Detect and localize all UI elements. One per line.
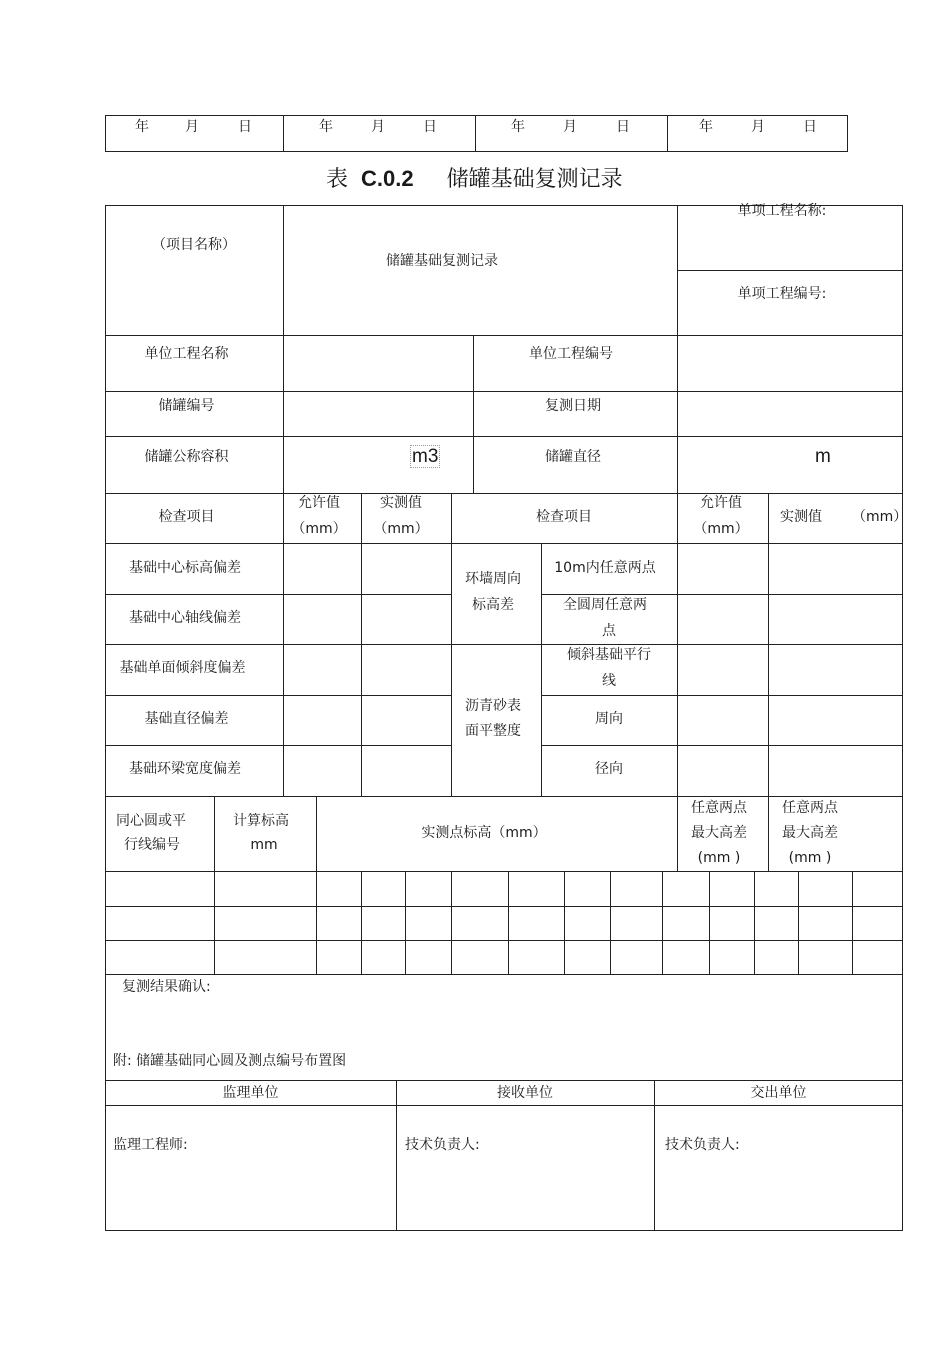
handover-unit-header: 交出单位 [750,1085,807,1101]
date-row [105,115,848,152]
max-diff-a-2: 最大高差 [691,825,747,841]
supervise-unit-header: 监理单位 [222,1085,279,1101]
max-diff-b: 任意两点 [782,800,838,816]
ring-sub-item: 10m内任意两点 [554,560,656,576]
date-divider [667,115,668,152]
project-name-label: （项目名称） [152,237,236,253]
allow-header: 允许值 [298,495,340,511]
unit-no-label: 单位工程编号 [529,346,613,362]
rule [852,871,853,974]
ring-sub-item-2: 点 [602,623,616,639]
measure-header: 实测值 [380,495,422,511]
title-prefix: 表 [326,167,349,192]
check-item-left: 基础环梁宽度偏差 [129,761,241,777]
asphalt-label-2: 面平整度 [465,723,521,739]
tank-no-label: 储罐编号 [158,398,215,414]
rule [662,871,663,974]
rule [677,270,903,271]
ring-sub-item: 全圆周任意两 [563,597,647,613]
rule [105,940,903,941]
max-diff-a-3: (mm ) [697,850,741,866]
asphalt-sub-item: 径向 [595,761,623,777]
rule [105,695,451,696]
check-item-header: 检查项目 [158,509,215,525]
rule [361,871,362,974]
capacity-unit-value: m3 [412,446,439,467]
asphalt-sub-item-2: 线 [602,673,616,689]
ring-wall-label: 环墙周向 [465,571,521,587]
allow-header-right: 允许值 [700,495,742,511]
check-item-left: 基础中心轴线偏差 [129,610,241,626]
rule [105,543,903,544]
supervising-engineer-label: 监理工程师: [113,1137,188,1153]
measure-header-right: 实测值 [780,509,822,525]
diameter-unit: m [815,446,831,467]
asphalt-sub-item: 倾斜基础平行 [567,647,651,663]
date-divider [283,115,284,152]
rule [451,871,452,974]
max-diff-a: 任意两点 [691,800,747,816]
date-month: 月 [751,119,765,135]
record-name: 储罐基础复测记录 [386,253,498,269]
rule [508,871,509,974]
calc-elev-label: 计算标高 [233,813,289,829]
max-diff-b-2: 最大高差 [782,825,838,841]
check-item-left: 基础中心标高偏差 [129,560,241,576]
rule [405,871,406,974]
rule [105,391,903,392]
asphalt-label: 沥青砂表 [465,698,521,714]
date-day: 日 [238,119,252,135]
check-item-header-right: 检查项目 [536,509,592,525]
date-month: 月 [371,119,385,135]
measure-header-unit: （mm） [373,521,429,537]
tech-lead-label-receive: 技术负责人: [405,1137,480,1153]
diameter-label: 储罐直径 [545,449,601,465]
rule [105,335,903,336]
circle-no-label-2: 行线编号 [124,837,180,853]
measure-header-right-unit: （mm） [852,509,908,525]
capacity-label: 储罐公称容积 [144,449,229,465]
rule [105,644,903,645]
retest-date-label: 复测日期 [545,398,601,414]
tech-lead-label-handover: 技术负责人: [665,1137,740,1153]
rule [610,871,611,974]
date-day: 日 [423,119,437,135]
rule [709,871,710,974]
page-title [326,162,623,193]
date-month: 月 [563,119,577,135]
rule [105,871,903,872]
max-diff-b-3: (mm ) [788,850,832,866]
title-code: C.0.2 [361,166,414,191]
rule [677,335,678,493]
rule [105,594,451,595]
circle-no-label: 同心圆或平 [116,813,186,829]
date-year: 年 [319,119,333,135]
date-year: 年 [135,119,149,135]
calc-elev-unit: mm [250,837,278,853]
rule [798,871,799,974]
rule [105,906,903,907]
sub-project-no-label: 单项工程编号: [737,286,827,302]
rule [105,493,903,494]
rule [541,695,903,696]
check-item-left: 基础单面倾斜度偏差 [119,660,246,676]
rule [677,205,678,335]
rule [451,493,452,796]
sub-project-name-label: 单项工程名称: [737,203,827,219]
capacity-unit [410,446,440,468]
unit-name-label: 单位工程名称 [144,346,229,362]
attachment-note: 附: 储罐基础同心圆及测点编号布置图 [113,1053,347,1069]
date-day: 日 [803,119,817,135]
rule [541,745,903,746]
check-item-left: 基础直径偏差 [144,711,229,727]
receive-unit-header: 接收单位 [497,1085,553,1101]
date-month: 月 [185,119,199,135]
rule [754,871,755,974]
measured-elev-label: 实测点标高（mm） [421,825,547,841]
ring-wall-label-2: 标高差 [472,597,514,613]
date-divider [475,115,476,152]
title-name: 储罐基础复测记录 [446,167,623,192]
date-year: 年 [699,119,713,135]
result-confirm-label: 复测结果确认: [122,979,211,995]
rule [564,871,565,974]
allow-header-unit: （mm） [291,521,347,537]
rule [105,436,903,437]
date-day: 日 [616,119,630,135]
allow-header-right-unit: （mm） [693,521,749,537]
asphalt-sub-item: 周向 [595,711,623,727]
date-year: 年 [511,119,525,135]
rule [105,745,451,746]
rule [105,974,903,975]
rule [768,493,769,796]
